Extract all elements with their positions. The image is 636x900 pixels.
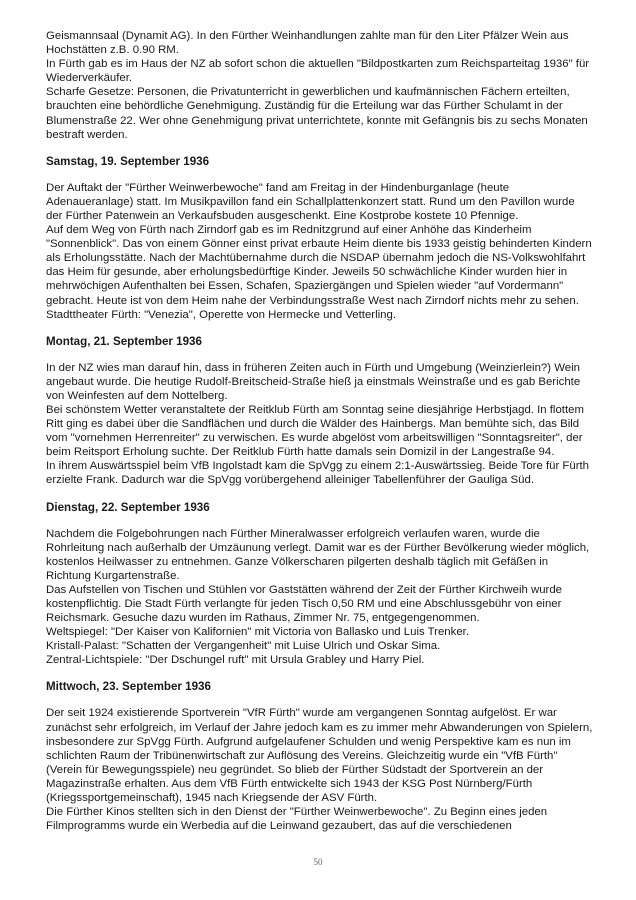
page-content [46, 29, 594, 833]
section-text-monday: In der NZ wies man darauf hin, dass in früheren Zeiten auch in Fürth und Umgebung (Weinzierlein?) Wein angebaut wurde. Die heutige Rudolf-Breitscheid-Straße hieß ja einstmals Weinstraße und es gab Berichte von Weinfesten auf dem Nottelberg. Bei schönstem Wetter veranstaltete der Reitklub Fürth am Sonntag seine diesjährige Herbstjagd. In flottem Ritt ging es dabei über die Sandflächen und durch die Wälder des Hainbergs. Man bemühte sich, das Bild vom "vornehmen Herrenreiter" zu verwischen. Es wurde abgelöst vom arbeitswilligen "Sonntagsreiter", der beim Reitsport Erholung suchte. Der Reitklub Fürth hatte damals sein Domizil in der Langestraße 94. In ihrem Auswärtsspiel beim VfB Ingolstadt kam die SpVgg zu einem 2:1-Auswärtssieg. Beide Tore für Fürth erzielte Frank. Dadurch war die SpVgg vorübergehend alleiniger Tabellenführer der Gauliga Süd. [46, 361, 590, 487]
section-text-saturday: Der Auftakt der "Fürther Weinwerbewoche" fand am Freitag in der Hindenburganlage (heute Adenaueranlage) statt. Im Musikpavillon fand ein Schallplattenkonzert statt. Rund um den Pavillon wurde der Fürther Patenwein an Verkaufsbuden ausgeschenkt. Eine Kostprobe kostete 10 Pfennige. Auf dem Weg von Fürth nach Zirndorf gab es im Rednitzgrund auf einer Anhöhe das Kinderheim "Sonnenblick". Das von einem Gönner einst privat erbaute Heim diente bis 1933 geistig behinderten Kindern als Erholungsstätte. Nach der Machtübernahme durch die NSDAP übernahm jedoch die NS-Volkswohlfahrt das Heim für gesunde, aber erholungsbedürftige Kinder. Jeweils 50 schwächliche Kinder wurden hier in mehrwöchigen Aufenthalten bei Essen, Schafen, Spaziergängen und Spielen wieder "auf Vordermann" gebracht. Heute ist von dem Heim nahe der Verbindungsstraße West nach Zirndorf nichts mehr zu sehen. Stadttheater Fürth: "Venezia", Operette von Hermecke und Vetterling. [46, 181, 592, 321]
section-text-wednesday: Der seit 1924 existierende Sportverein "VfR Fürth" wurde am vergangenen Sonntag aufgelöst. Er war zunächst sehr erfolgreich, im Verlauf der Jahre jedoch kam es zu immer mehr Abwanderungen von Spielern, insbesondere zur SpVgg Fürth. Aufgrund aufgelaufener Schulden und wenig Perspektive kam es nun im schlichten Raum der Tribünenwirtschaft zur Auflösung des Vereins. Gleichzeitig wurde ein "VfB Fürth" (Verein für Bewegungsspiele) neu gegründet. So blieb der Fürther Südstadt der Sportverein an der Magazinstraße erhalten. Aus dem VfB Fürth entwickelte sich 1943 der KSG Post Nürnberg/Fürth (Kriegssportgemeinschaft), 1945 nach Kriegsende der ASV Fürth. Die Fürther Kinos stellten sich in den Dienst der "Fürther Weinwerbewoche". Zu Beginn eines jeden Filmprogramms wurde ein Werbedia auf die Leinwand gezaubert, das auf die verschiedenen [46, 707, 593, 833]
section-text-tuesday: Nachdem die Folgebohrungen nach Fürther Mineralwasser erfolgreich verlaufen waren, wurde die Rohrleitung nach außerhalb der Umzäunung verlegt. Damit war es der Fürther Bevölkerung wieder möglich, kostenlos Heilwasser zu entnehmen. Ganze Völkerscharen pilgerten deshalb täglich mit Gefäßen in Richtung Kurgartenstraße. Das Aufstellen von Tischen und Stühlen vor Gaststätten während der Zeit der Fürther Kirchweih wurde kostenpflichtig. Die Stadt Fürth verlangte für jeden Tisch 0,50 RM und eine Abschlussgebühr von einer Reichsmark. Gesuche dazu wurden im Rathaus, Zimmer Nr. 75, entgegengenommen. Weltspiegel: "Der Kaiser von Kalifornien" mit Victoria von Ballasko und Luis Trenker. Kristall-Palast: "Schatten der Vergangenheit" mit Luise Ulrich und Oskar Sima. Zentral-Lichtspiele: "Der Dschungel ruft" mit Ursula Grabley und Harry Piel. [46, 527, 590, 667]
section-heading-tuesday: Dienstag, 22. September 1936 [46, 500, 210, 514]
section-heading-monday: Montag, 21. September 1936 [46, 334, 202, 348]
page-number: 50 [313, 857, 323, 867]
intro-paragraph: Geismannsaal (Dynamit AG). In den Fürther Weinhandlungen zahlte man für den Liter Pfälzer Wein aus Hochstätten z.B. 0.90 RM. In Fürth gab es im Haus der NZ ab sofort schon die aktuellen "Bildpostkarten zum Reichsparteitag 1936" für Wiederverkäufer. Scharfe Gesetze: Personen, die Privatunterricht in gewerblichen und kaufmännischen Fächern erteilten, brauchten eine behördliche Genehmigung. Zuständig für die Erteilung war das Fürther Schulamt in der Blumenstraße 22. Wer ohne Genehmigung privat unterrichtete, konnte mit Gefängnis bis zu sechs Monaten bestraft werden. [46, 30, 590, 141]
section-heading-wednesday: Mittwoch, 23. September 1936 [46, 680, 211, 694]
section-heading-saturday: Samstag, 19. September 1936 [46, 154, 210, 168]
